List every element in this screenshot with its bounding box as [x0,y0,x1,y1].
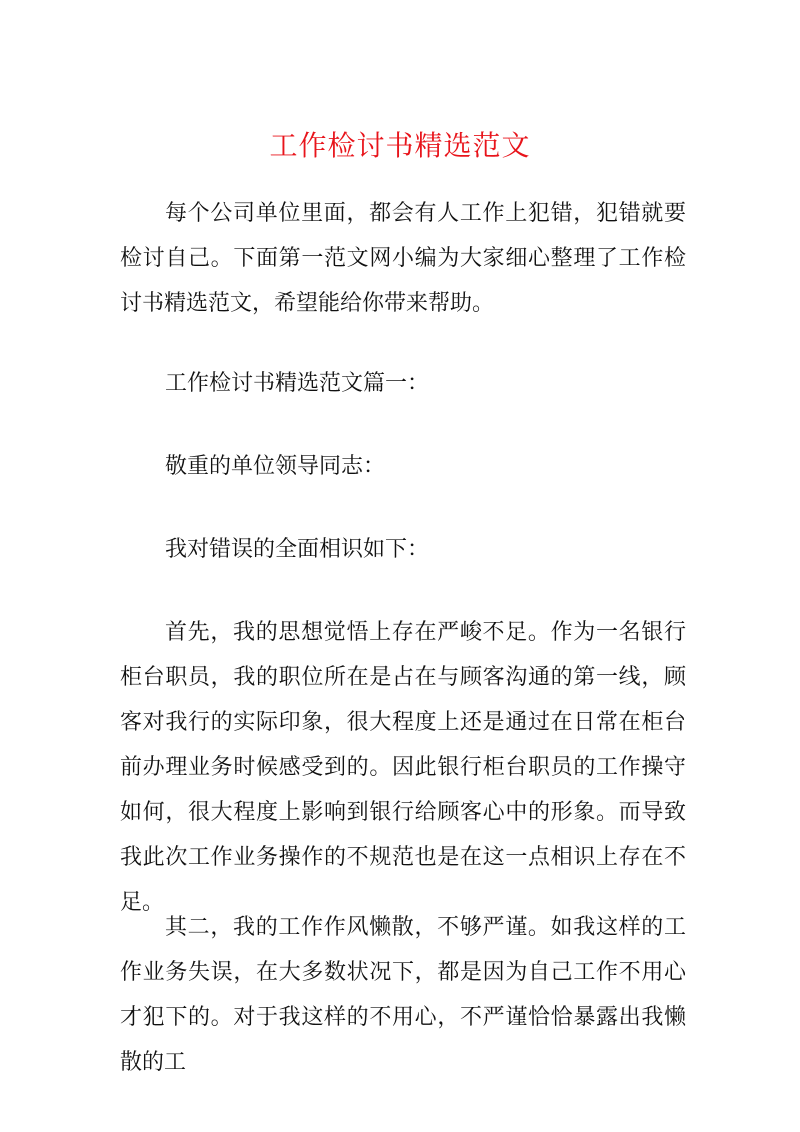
document-title: 工作检讨书精选范文 [269,129,531,162]
first-point-block [120,610,686,925]
section-heading-block [120,361,686,406]
second-point-paragraph: 其二，我的工作作风懒散，不够严谨。如我这样的工作业务失误，在大多数状况下，都是因为自己工作不用心才犯下的。对于我这样的不用心，不严谨恰恰暴露出我懒散的工 [120,915,686,1075]
intro-paragraph: 每个公司单位里面，都会有人工作上犯错，犯错就要检讨自己。下面第一范文网小编为大家细心整理了工作检讨书精选范文，希望能给你带来帮助。 [120,201,686,316]
second-point-block [120,905,686,1085]
recognition-intro: 我对错误的全面相识如下： [165,537,430,562]
salutation: 敬重的单位领导同志： [165,454,386,479]
section-heading: 工作检讨书精选范文篇一： [165,371,430,396]
recognition-intro-block [120,527,686,572]
first-point-paragraph: 首先，我的思想觉悟上存在严峻不足。作为一名银行柜台职员，我的职位所在是占在与顾客沟通的第一线，顾客对我行的实际印象，很大程度上还是通过在日常在柜台前办理业务时候感受到的。因此银行柜台职员的工作操守如何，很大程度上影响到银行给顾客心中的形象。而导致我此次工作业务操作的不规范也是在这一点相识上存在不足。 [120,620,686,915]
salutation-block [120,444,686,489]
intro-paragraph-block [120,191,686,326]
